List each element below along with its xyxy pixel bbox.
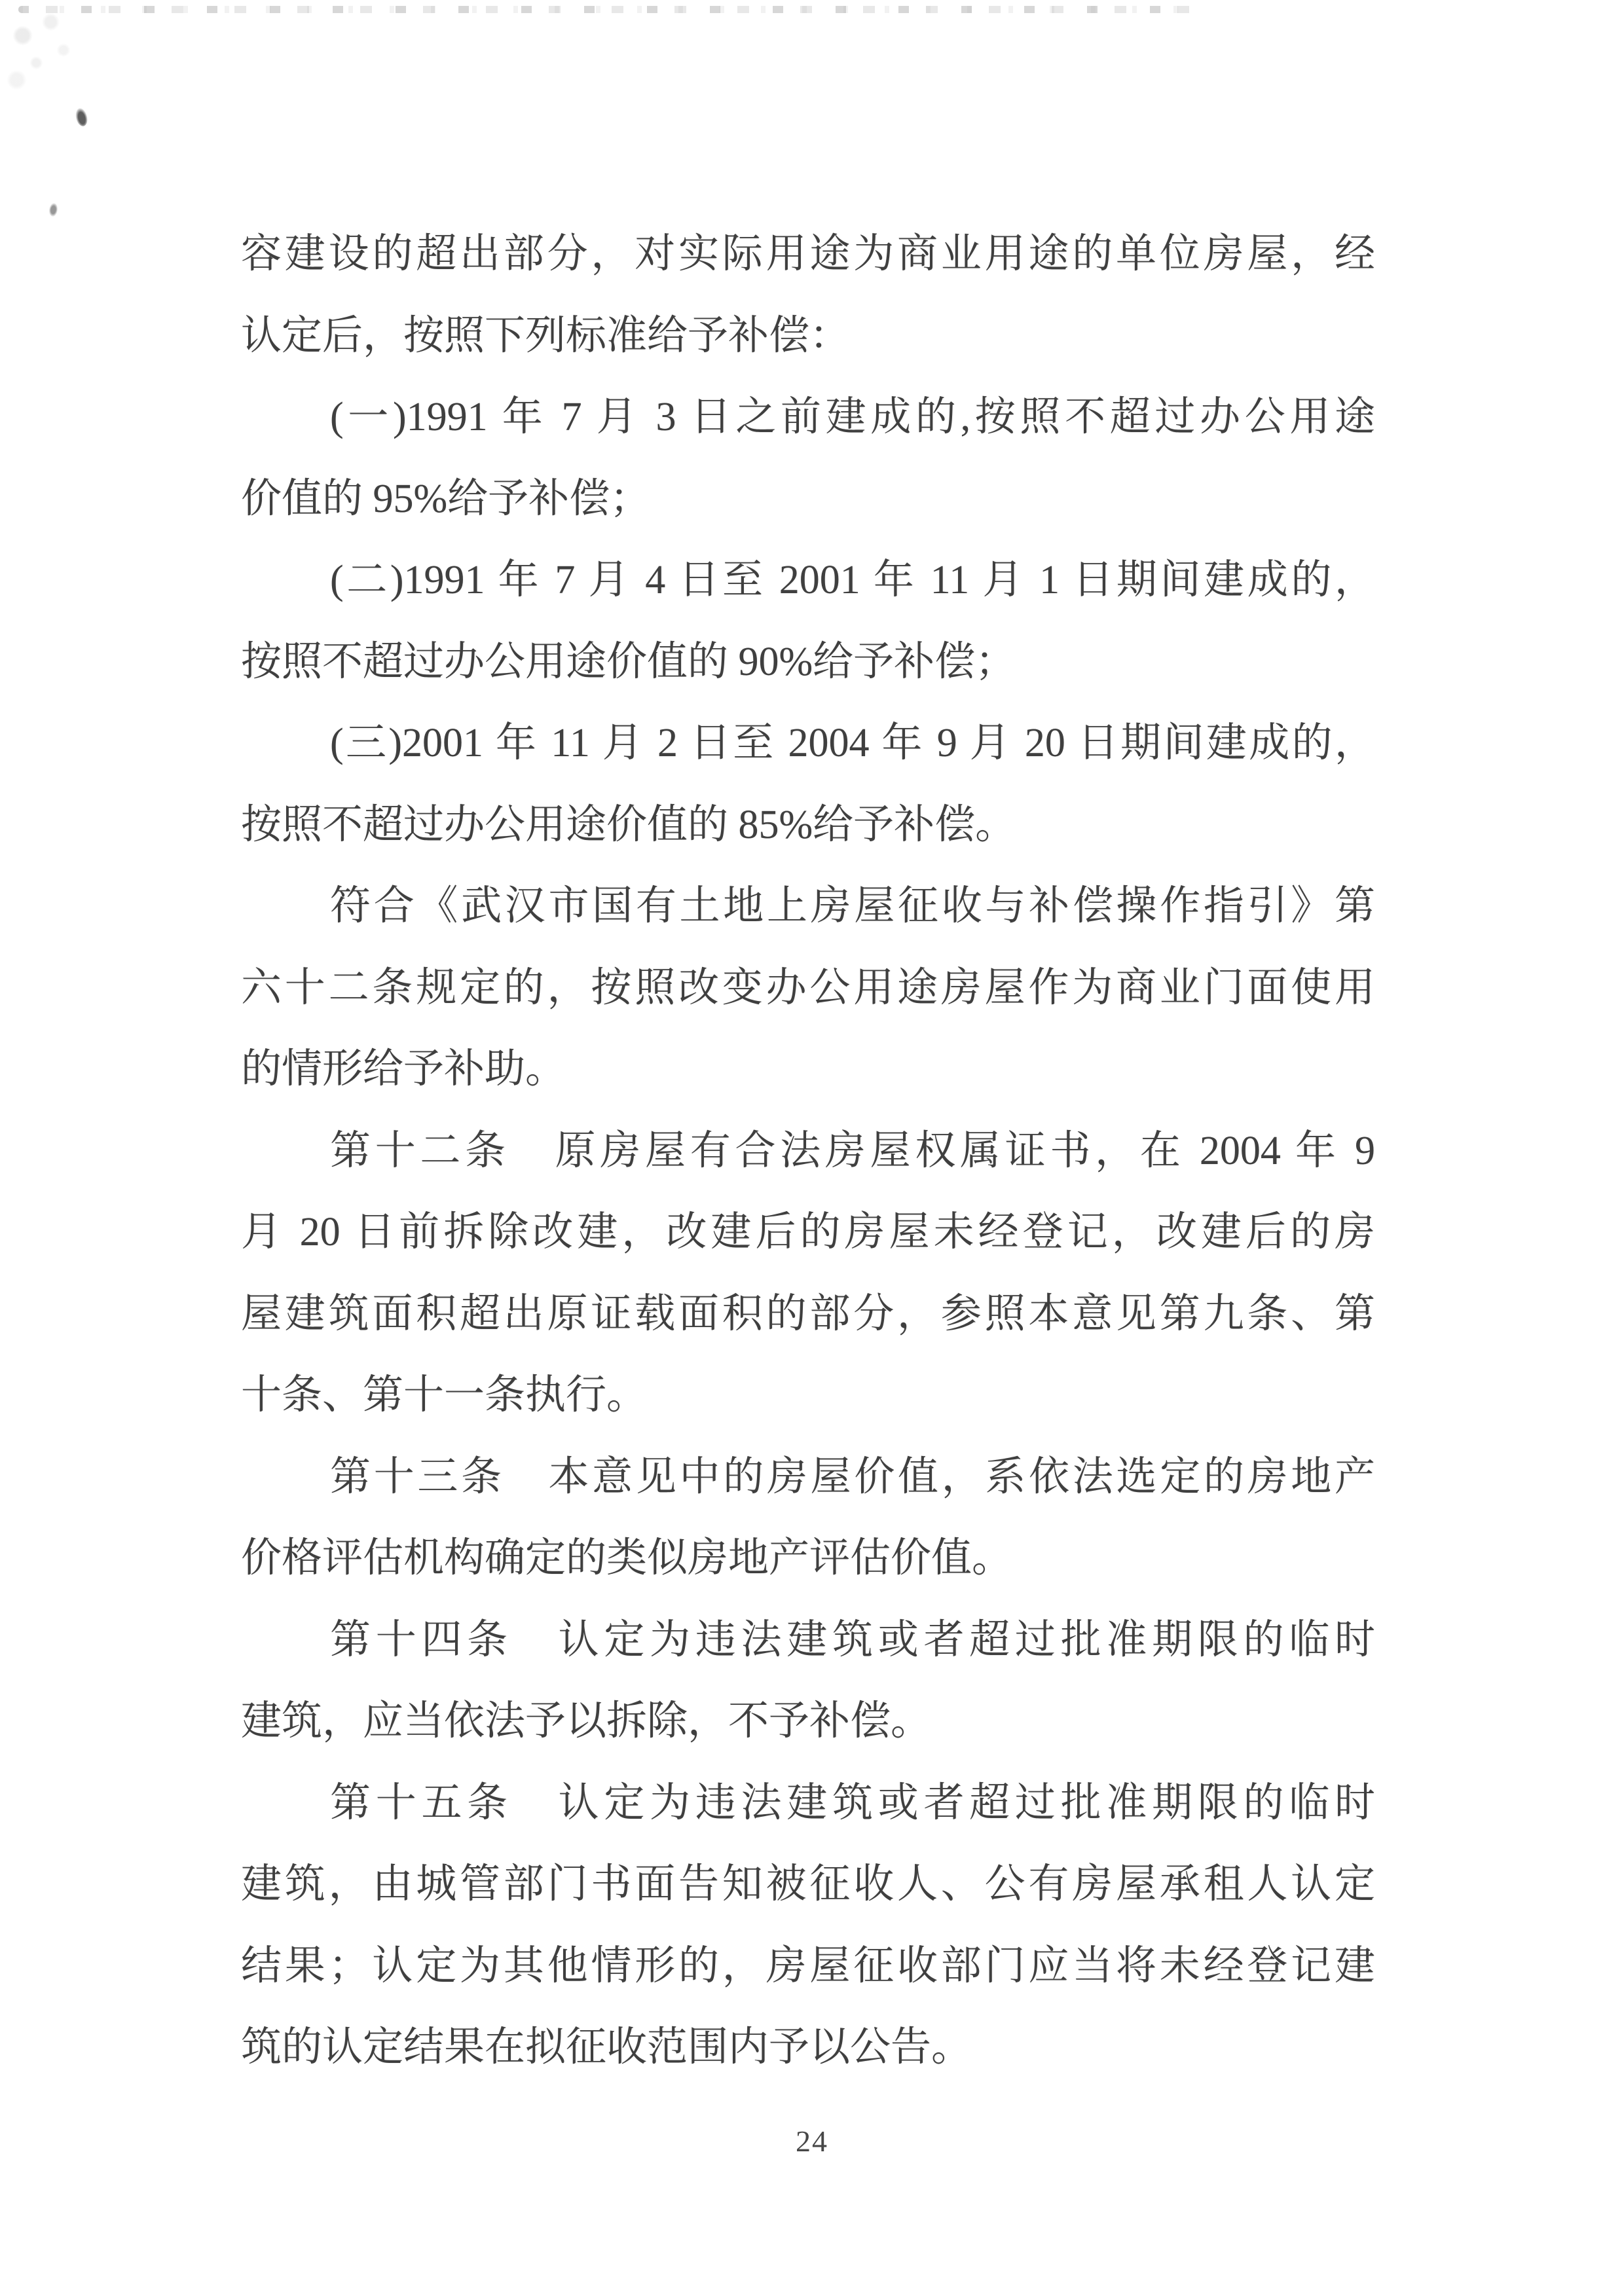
text-line: (二)1991 年 7 月 4 日至 2001 年 11 月 1 日期间建成的， (330, 558, 1375, 602)
scan-smudge (74, 107, 89, 127)
document-body (241, 213, 1375, 2088)
text-line: 十条、第十一条执行。 (241, 1373, 648, 1417)
scan-smudge (48, 202, 59, 217)
text-line: 认定后，按照下列标准给予补偿： (241, 313, 851, 358)
text-line: 按照不超过办公用途价值的 90%给予补偿； (241, 639, 1016, 684)
scan-corner-noise (4, 12, 89, 97)
text-line: 建筑，应当依法予以拆除，不予补偿。 (241, 1699, 932, 1743)
text-line: 容建设的超出部分，对实际用途为商业用途的单位房屋，经 (241, 232, 1375, 276)
text-line: 价格评估机构确定的类似房地产评估价值。 (241, 1536, 1013, 1580)
text-line: 按照不超过办公用途价值的 85%给予补偿。 (241, 802, 1016, 847)
text-line: 符合《武汉市国有土地上房屋征收与补偿操作指引》第 (330, 884, 1375, 928)
text-line: 建筑，由城管部门书面告知被征收人、公有房屋承租人认定 (241, 1862, 1375, 1906)
text-line: 筑的认定结果在拟征收范围内予以公告。 (241, 2025, 972, 2069)
text-line: 第十三条 本意见中的房屋价值，系依法选定的房地产 (330, 1454, 1375, 1499)
text-line: 六十二条规定的，按照改变办公用途房屋作为商业门面使用 (241, 965, 1375, 1010)
text-line: 第十四条 认定为违法建筑或者超过批准期限的临时 (330, 1617, 1375, 1662)
text-line: (一)1991 年 7 月 3 日之前建成的,按照不超过办公用途 (330, 395, 1375, 439)
text-line: (三)2001 年 11 月 2 日至 2004 年 9 月 20 日期间建成的， (330, 721, 1375, 765)
text-line: 屋建筑面积超出原证载面积的部分，参照本意见第九条、第 (241, 1291, 1375, 1336)
text-line: 结果；认定为其他情形的，房屋征收部门应当将未经登记建 (241, 1943, 1375, 1988)
text-line: 价值的 95%给予补偿； (241, 476, 651, 521)
text-line: 的情形给予补助。 (241, 1047, 566, 1091)
text-line: 第十五条 认定为违法建筑或者超过批准期限的临时 (330, 1780, 1375, 1825)
scan-noise-band (18, 6, 1204, 13)
text-line: 月 20 日前拆除改建，改建后的房屋未经登记，改建后的房 (241, 1210, 1375, 1254)
text-line: 第十二条 原房屋有合法房屋权属证书，在 2004 年 9 (330, 1128, 1375, 1173)
page-number: 24 (796, 2124, 828, 2158)
